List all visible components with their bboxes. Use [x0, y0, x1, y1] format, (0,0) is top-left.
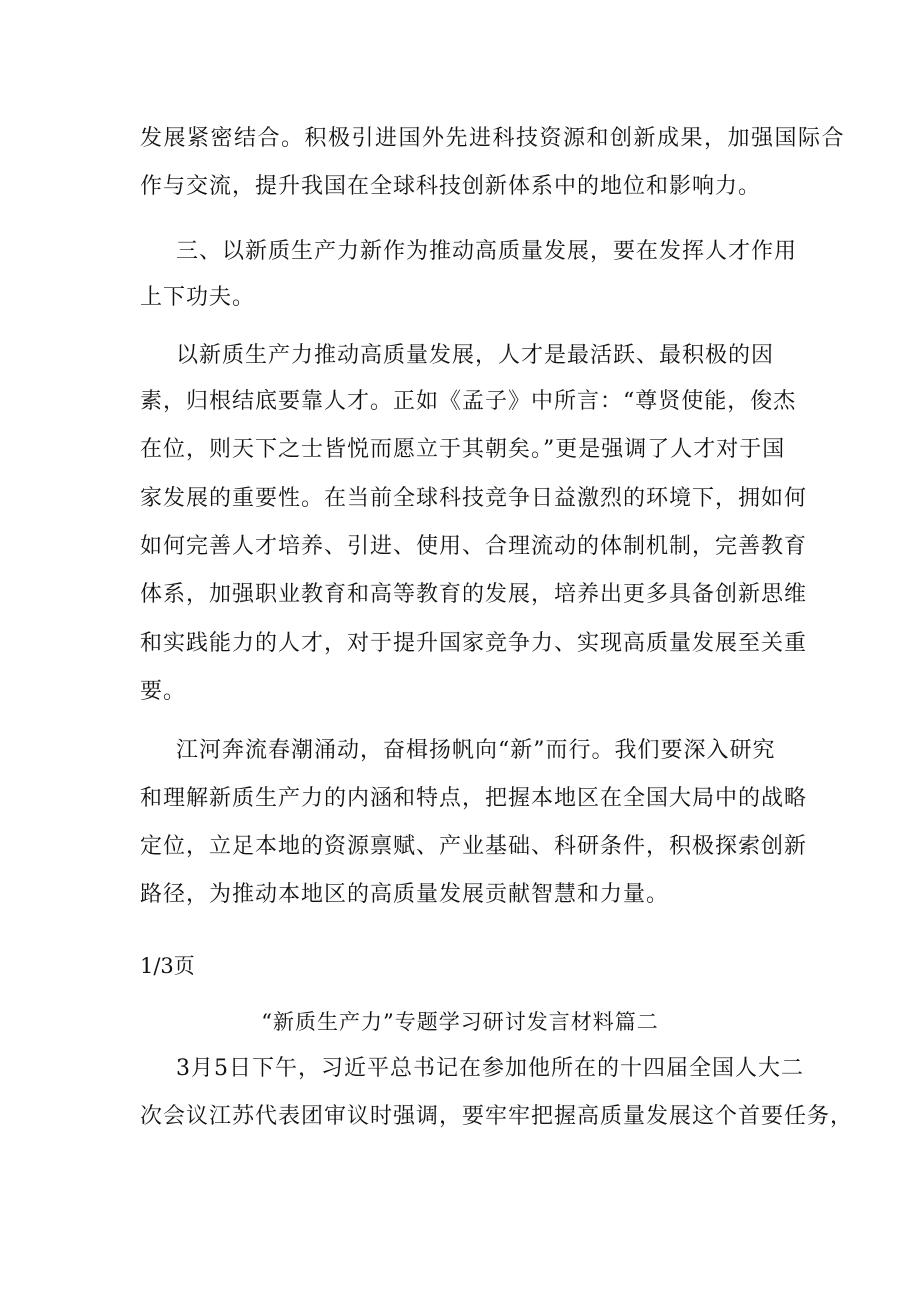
- section-heading-line: 上下功夫。: [140, 285, 256, 310]
- section-title: “新质生产力”专题学习研讨发言材料篇二: [261, 1010, 659, 1034]
- paragraph-line: 和实践能力的人才，对于提升国家竞争力、实现高质量发展至关重: [140, 631, 808, 656]
- paragraph-line: 要。: [140, 679, 187, 704]
- paragraph-line: 体系，加强职业教育和高等教育的发展，培养出更多具备创新思维: [140, 582, 808, 607]
- page-number: 1/3页: [140, 954, 195, 978]
- paragraph-line: 次会议江苏代表团审议时强调，要牢牢把握高质量发展这个首要任务，: [140, 1104, 854, 1129]
- paragraph-line: 以新质生产力推动高质量发展，人才是最活跃、最积极的因: [176, 343, 775, 368]
- paragraph-line: 路径，为推动本地区的高质量发展贡献智慧和力量。: [140, 882, 670, 907]
- paragraph-line: 江河奔流春潮涌动，奋楫扬帆向“新”而行。我们要深入研究: [176, 738, 776, 763]
- paragraph-line: 家发展的重要性。在当前全球科技竞争日益激烈的环境下，拥如何: [140, 486, 808, 511]
- section-heading-line: 三、以新质生产力新作为推动高质量发展，要在发挥人才作用: [176, 239, 798, 264]
- paragraph-line: 和理解新质生产力的内涵和特点，把握本地区在全国大局中的战略: [140, 786, 808, 811]
- paragraph-line: 发展紧密结合。积极引进国外先进科技资源和创新成果，加强国际合: [140, 126, 846, 151]
- paragraph-line: 如何完善人才培养、引进、使用、合理流动的体制机制，完善教育: [140, 534, 808, 559]
- paragraph-line: 3月5日下午，习近平总书记在参加他所在的十四届全国人大二: [176, 1056, 804, 1081]
- paragraph-line: 定位，立足本地的资源禀赋、产业基础、科研条件，积极探索创新: [140, 834, 808, 859]
- paragraph-line: 作与交流，提升我国在全球科技创新体系中的地位和影响力。: [140, 174, 762, 199]
- paragraph-line: 素，归根结底要靠人才。正如《孟子》中所言：“尊贤使能，俊杰: [140, 389, 797, 414]
- paragraph-line: 在位，则天下之士皆悦而愿立于其朝矣。”更是强调了人才对于国: [140, 437, 786, 462]
